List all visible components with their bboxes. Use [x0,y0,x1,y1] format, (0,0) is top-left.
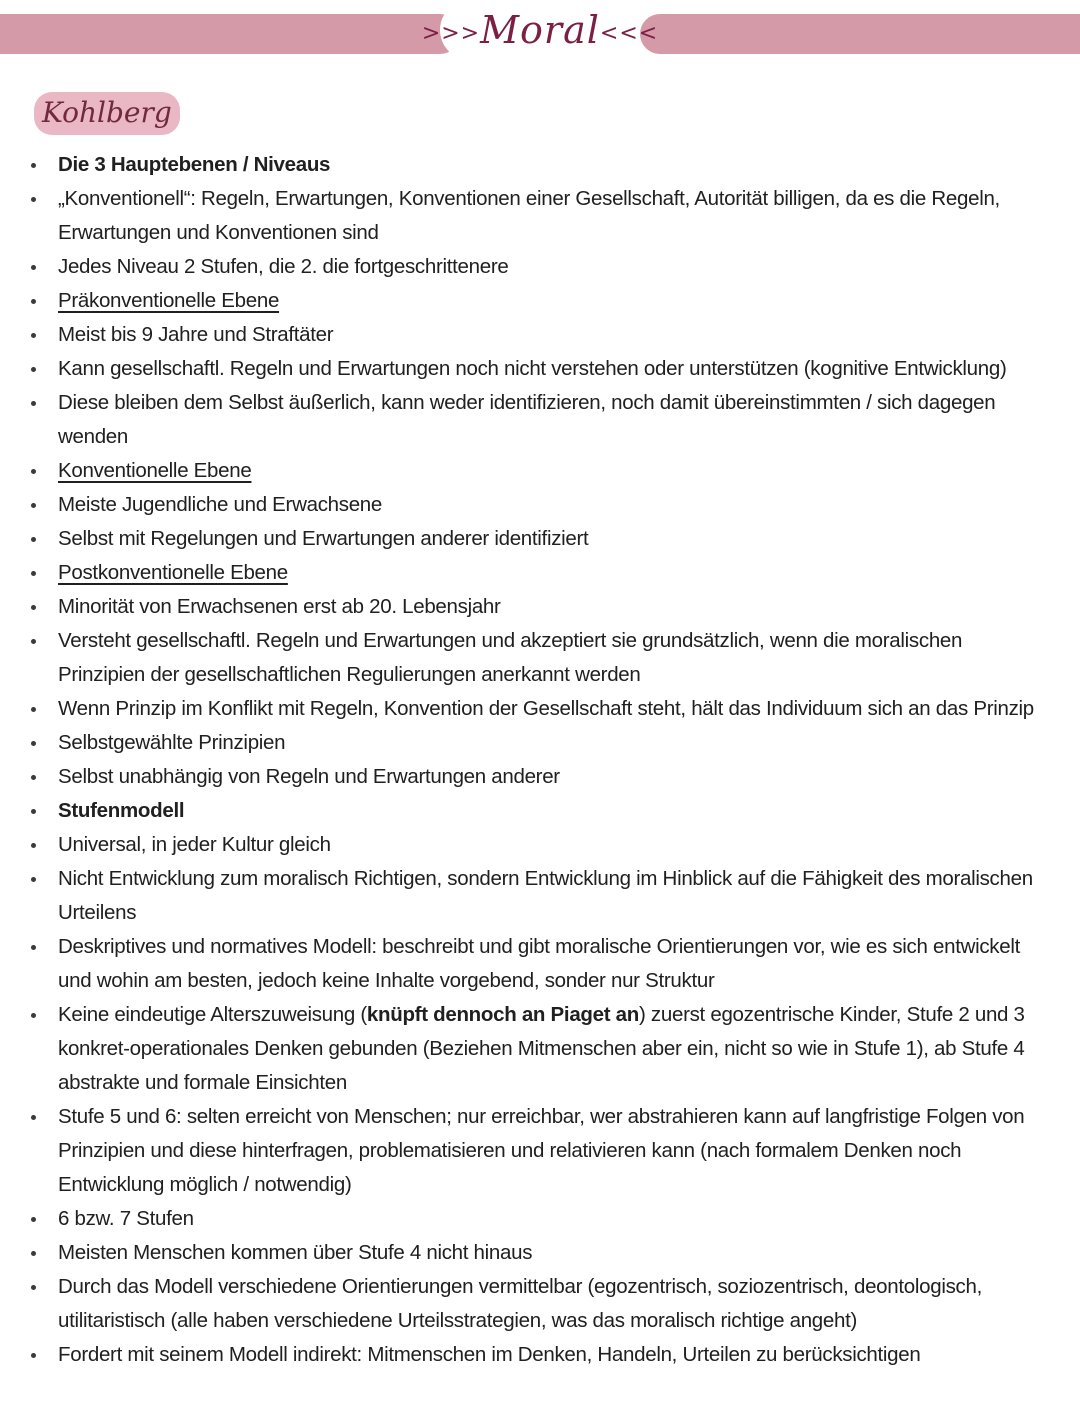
list-item [24,998,1054,1100]
subheading-prakonventionell: Präkonventionelle Ebene [58,289,280,312]
list-item: Stufe 5 und 6: selten erreicht von Menschen; nur erreichbar, wer abstrahieren kann auf langfristige Folgen von Prinzipien und diese hinterfragen, problematisieren und relativieren kann (nach formalem Denken noch Entwicklung möglich / notwendig) [24,1100,1054,1202]
title-text: Moral [480,8,600,52]
list-item: Selbstgewählte Prinzipien [24,726,1054,760]
list-item: Durch das Modell verschiedene Orientierungen vermittelbar (egozentrisch, soziozentrisch, deontologisch, utilitaristisch (alle haben verschiedene Urteilsstrategien, was das moralisch richtige angeht) [24,1270,1054,1338]
list-item: Diese bleiben dem Selbst äußerlich, kann weder identifizieren, noch damit übereinstimmten / sich dagegen wenden [24,386,1054,454]
list-item: Versteht gesellschaftl. Regeln und Erwartungen und akzeptiert sie grundsätzlich, wenn die moralischen Prinzipien der gesellschaftlichen Regulierungen anerkannt werden [24,624,1054,692]
list-item: Minorität von Erwachsenen erst ab 20. Lebensjahr [24,590,1054,624]
list-item: Selbst mit Regelungen und Erwartungen anderer identifiziert [24,522,1054,556]
list-item: „Konventionell“: Regeln, Erwartungen, Konventionen einer Gesellschaft, Autorität billigen, da es die Regeln, Erwartungen und Konventionen sind [24,182,1054,250]
list-item: Wenn Prinzip im Konflikt mit Regeln, Konvention der Gesellschaft steht, hält das Individuum sich an das Prinzip [24,692,1054,726]
list-item [24,284,1054,318]
list-item: Jedes Niveau 2 Stufen, die 2. die fortgeschrittenere [24,250,1054,284]
item-text-bold: knüpft dennoch an Piaget an [366,1003,639,1026]
list-item: Die 3 Hauptebenen / Niveaus [24,148,1054,182]
list-item: Deskriptives und normatives Modell: beschreibt und gibt moralische Orientierungen vor, wie es sich entwickelt und wohin am besten, jedoch keine Inhalte vorgebend, sonder nur Struktur [24,930,1054,998]
list-item: Stufenmodell [24,794,1054,828]
title-suffix: <<< [599,21,659,46]
list-item: Meist bis 9 Jahre und Straftäter [24,318,1054,352]
page-title [421,0,659,60]
list-item [24,454,1054,488]
bullet-list [24,148,1054,1372]
list-item: Selbst unabhängig von Regeln und Erwartungen anderer [24,760,1054,794]
section-label: Kohlberg [34,92,180,135]
item-text-after: ) zuerst egozentrische Kinder, Stufe 2 und 3 konkret-operationales Denken gebunden (Beziehen Mitmenschen aber ein, nicht so wie in Stufe 1), ab Stufe 4 abstrakte und formale Einsichten [58,1003,1025,1094]
list-item: Universal, in jeder Kultur gleich [24,828,1054,862]
list-item: 6 bzw. 7 Stufen [24,1202,1054,1236]
header-bar-left [0,14,460,54]
title-prefix: >>> [421,21,481,46]
list-item: Meisten Menschen kommen über Stufe 4 nicht hinaus [24,1236,1054,1270]
list-item: Fordert mit seinem Modell indirekt: Mitmenschen im Denken, Handeln, Urteilen zu berücksichtigen [24,1338,1054,1372]
subheading-konventionell: Konventionelle Ebene [58,459,252,482]
header-bar-right [640,14,1080,54]
item-text-before: Keine eindeutige Alterszuweisung ( [58,1003,367,1026]
list-item: Kann gesellschaftl. Regeln und Erwartungen noch nicht verstehen oder unterstützen (kognitive Entwicklung) [24,352,1054,386]
list-item: Nicht Entwicklung zum moralisch Richtigen, sondern Entwicklung im Hinblick auf die Fähigkeit des moralischen Urteilens [24,862,1054,930]
subheading-postkonventionell: Postkonventionelle Ebene [58,561,288,584]
list-item [24,556,1054,590]
list-item: Meiste Jugendliche und Erwachsene [24,488,1054,522]
